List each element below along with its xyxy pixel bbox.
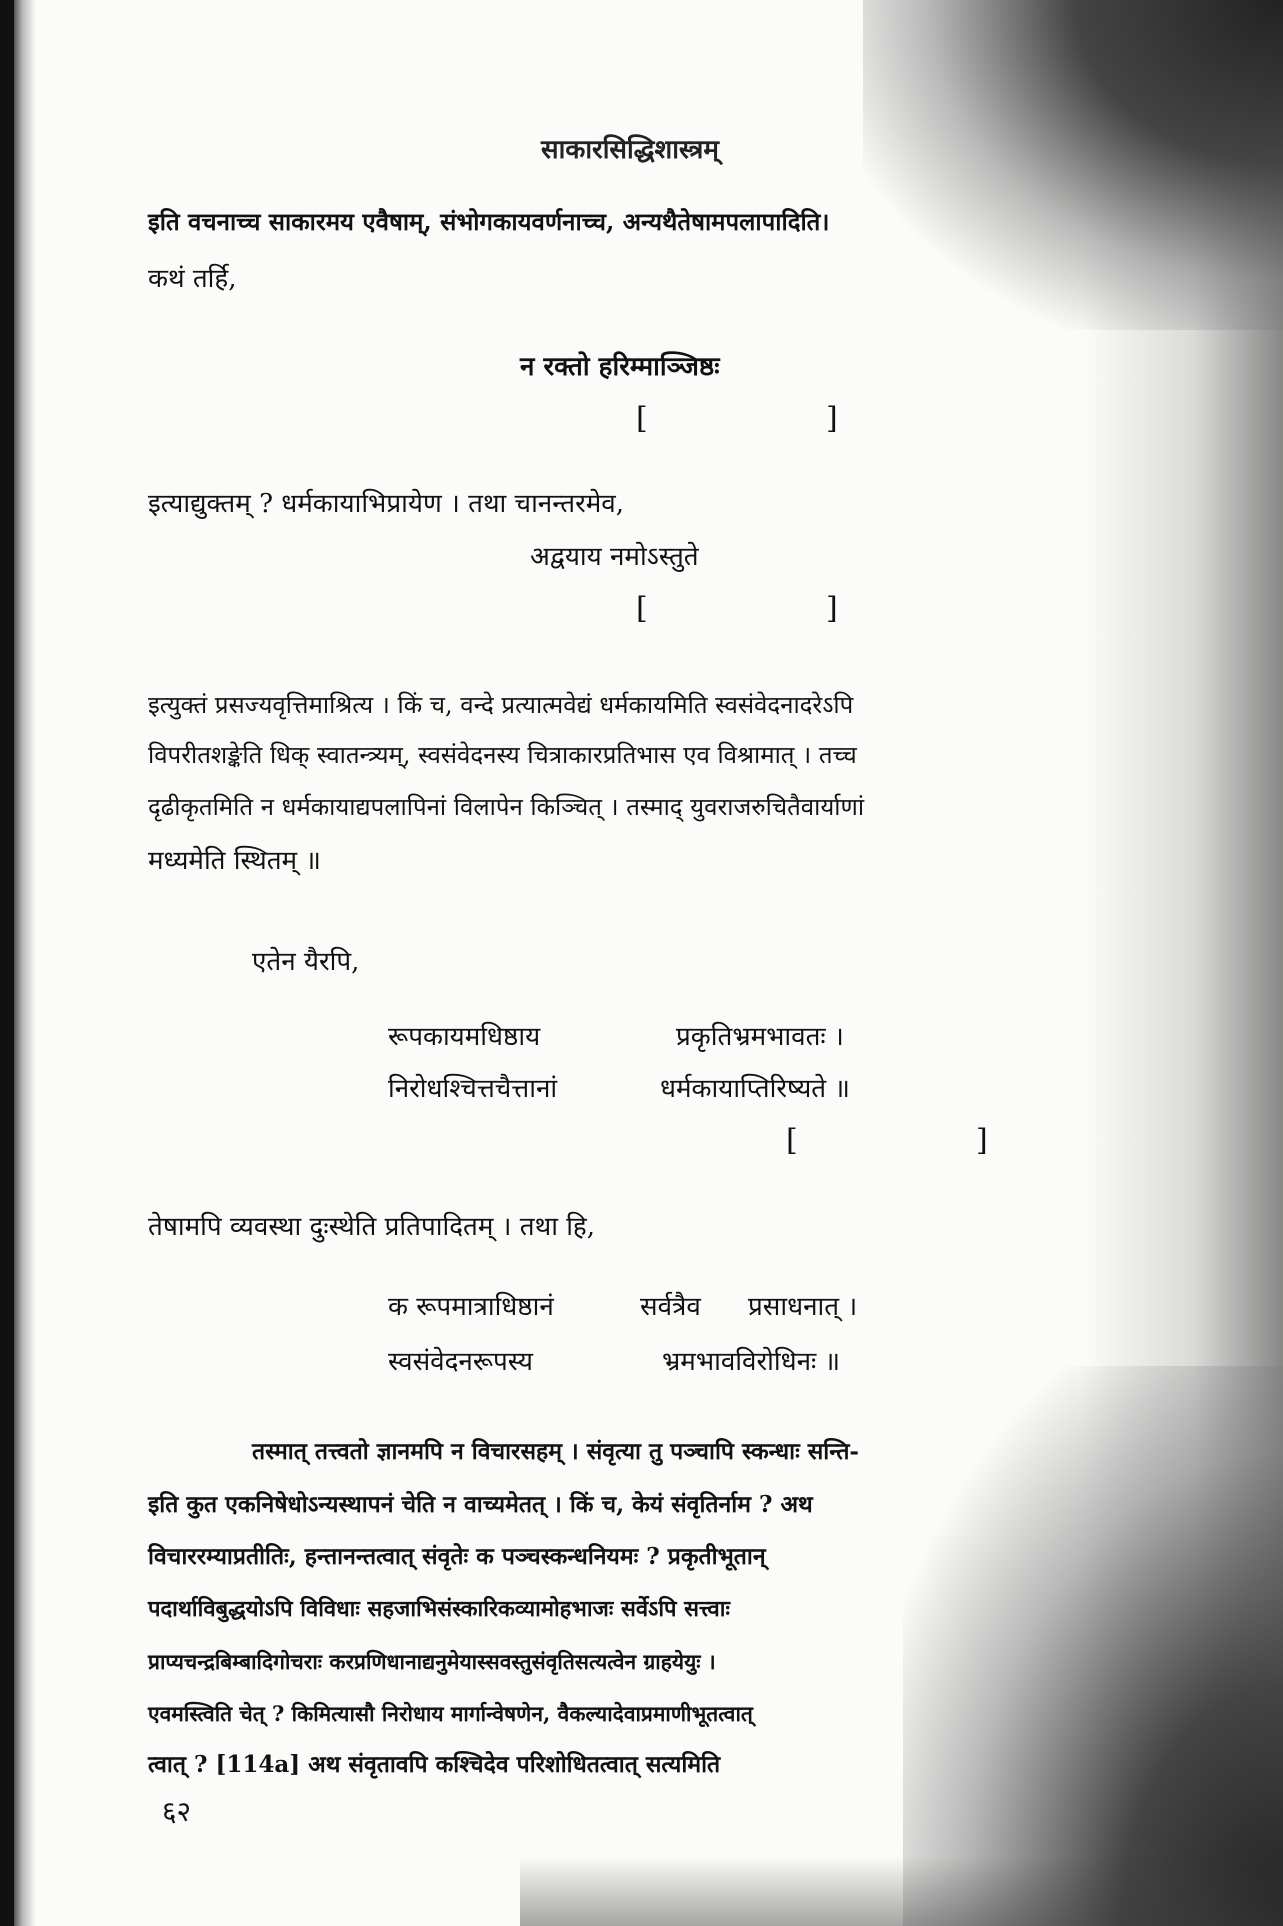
text-line: इति वचनाच्च साकारमय एवैषाम्, संभोगकायवर्णनाच्च, अन्यथैतेषामपलापादिति।: [148, 207, 830, 236]
verse-line: निरोधश्चित्तचैत्तानां: [388, 1074, 558, 1104]
verse-line: अद्वयाय नमोऽस्तुते: [530, 542, 699, 572]
text-line: प्राप्यचन्द्रबिम्बादिगोचराः करप्रणिधानाद्यनुमेयास्सवस्तुसंवृतिसत्यत्वेन ग्राहयेयुः ।: [148, 1649, 716, 1674]
scan-smudge-bottom-right: [903, 1366, 1283, 1926]
verse-line: भ्रमभावविरोधिनः ॥: [662, 1347, 841, 1377]
running-header: साकारसिद्धिशास्त्रम्: [541, 135, 719, 165]
open-bracket: [: [786, 1123, 798, 1158]
verse-line: प्रसाधनात् ।: [748, 1292, 858, 1322]
text-line: मध्यमेति स्थितम् ॥: [148, 846, 321, 876]
page-edge-gradient: [14, 0, 36, 1926]
text-line: तस्मात् तत्त्वतो ज्ञानमपि न विचारसहम् । संवृत्या तु पञ्चापि स्कन्धाः सन्ति-: [252, 1438, 859, 1465]
text-line: कथं तर्हि,: [148, 264, 237, 294]
close-bracket: ]: [826, 401, 838, 436]
open-bracket: [: [636, 401, 648, 436]
text-line: तेषामपि व्यवस्था दुःस्थेति प्रतिपादितम् । तथा हि,: [148, 1212, 595, 1242]
text-line: इत्युक्तं प्रसज्यवृत्तिमाश्रित्य । किं च, वन्दे प्रत्यात्मवेद्यं धर्मकायमिति स्वसंवेदनादरेऽपि: [148, 691, 854, 719]
close-bracket: ]: [826, 591, 838, 626]
text-line: विचाररम्याप्रतीतिः, हन्तानन्तत्वात् संवृतेः क पञ्चस्कन्धनियमः ? प्रकृतीभूतान्: [148, 1543, 766, 1570]
text-line: त्वात् ? [114a] अथ संवृतावपि कश्चिदेव परिशोधितत्वात् सत्यमिति: [148, 1751, 721, 1778]
verse-line: प्रकृतिभ्रमभावतः ।: [676, 1022, 844, 1052]
text-line: एवमस्त्विति चेत् ? किमित्यासौ निरोधाय मार्गान्वेषणेन, वैकल्यादेवाप्रमाणीभूतत्वात्: [148, 1701, 753, 1726]
verse-line: न रक्तो हरिम्माञ्जिष्ठः: [520, 352, 720, 382]
text-line: इति कुत एकनिषेधोऽन्यस्थापनं चेति न वाच्यमेतत् । किं च, केयं संवृतिर्नाम ? अथ: [148, 1491, 813, 1518]
verse-line: क रूपमात्राधिष्ठानं: [388, 1292, 554, 1322]
scan-smudge-top-right: [863, 0, 1283, 330]
scan-smudge-bottom: [520, 1856, 1283, 1926]
close-bracket: ]: [976, 1123, 988, 1158]
open-bracket: [: [636, 591, 648, 626]
text-line: पदार्थाविबुद्धयोऽपि विविधाः सहजाभिसंस्कारिकव्यामोहभाजः सर्वेऽपि सत्त्वाः: [148, 1596, 730, 1622]
text-line: एतेन यैरपि,: [252, 947, 360, 977]
page-number: ६२: [162, 1795, 192, 1828]
text-line: विपरीतशङ्केति धिक् स्वातन्त्र्यम्, स्वसंवेदनस्य चित्राकारप्रतिभास एव विश्रामात् । तच्च: [148, 741, 857, 769]
text-line: इत्याद्युक्तम् ? धर्मकायाभिप्रायेण । तथा चानन्तरमेव,: [148, 489, 624, 519]
verse-line: धर्मकायाप्तिरिष्यते ॥: [660, 1074, 850, 1104]
verse-line: स्वसंवेदनरूपस्य: [388, 1347, 534, 1377]
page-edge-shadow: [0, 0, 14, 1926]
verse-line: सर्वत्रैव: [640, 1292, 701, 1322]
verse-line: रूपकायमधिष्ठाय: [388, 1022, 541, 1052]
text-line: दृढीकृतमिति न धर्मकायाद्यपलापिनां विलापेन किञ्चित् । तस्माद् युवराजरुचितैवार्याणां: [148, 793, 865, 821]
